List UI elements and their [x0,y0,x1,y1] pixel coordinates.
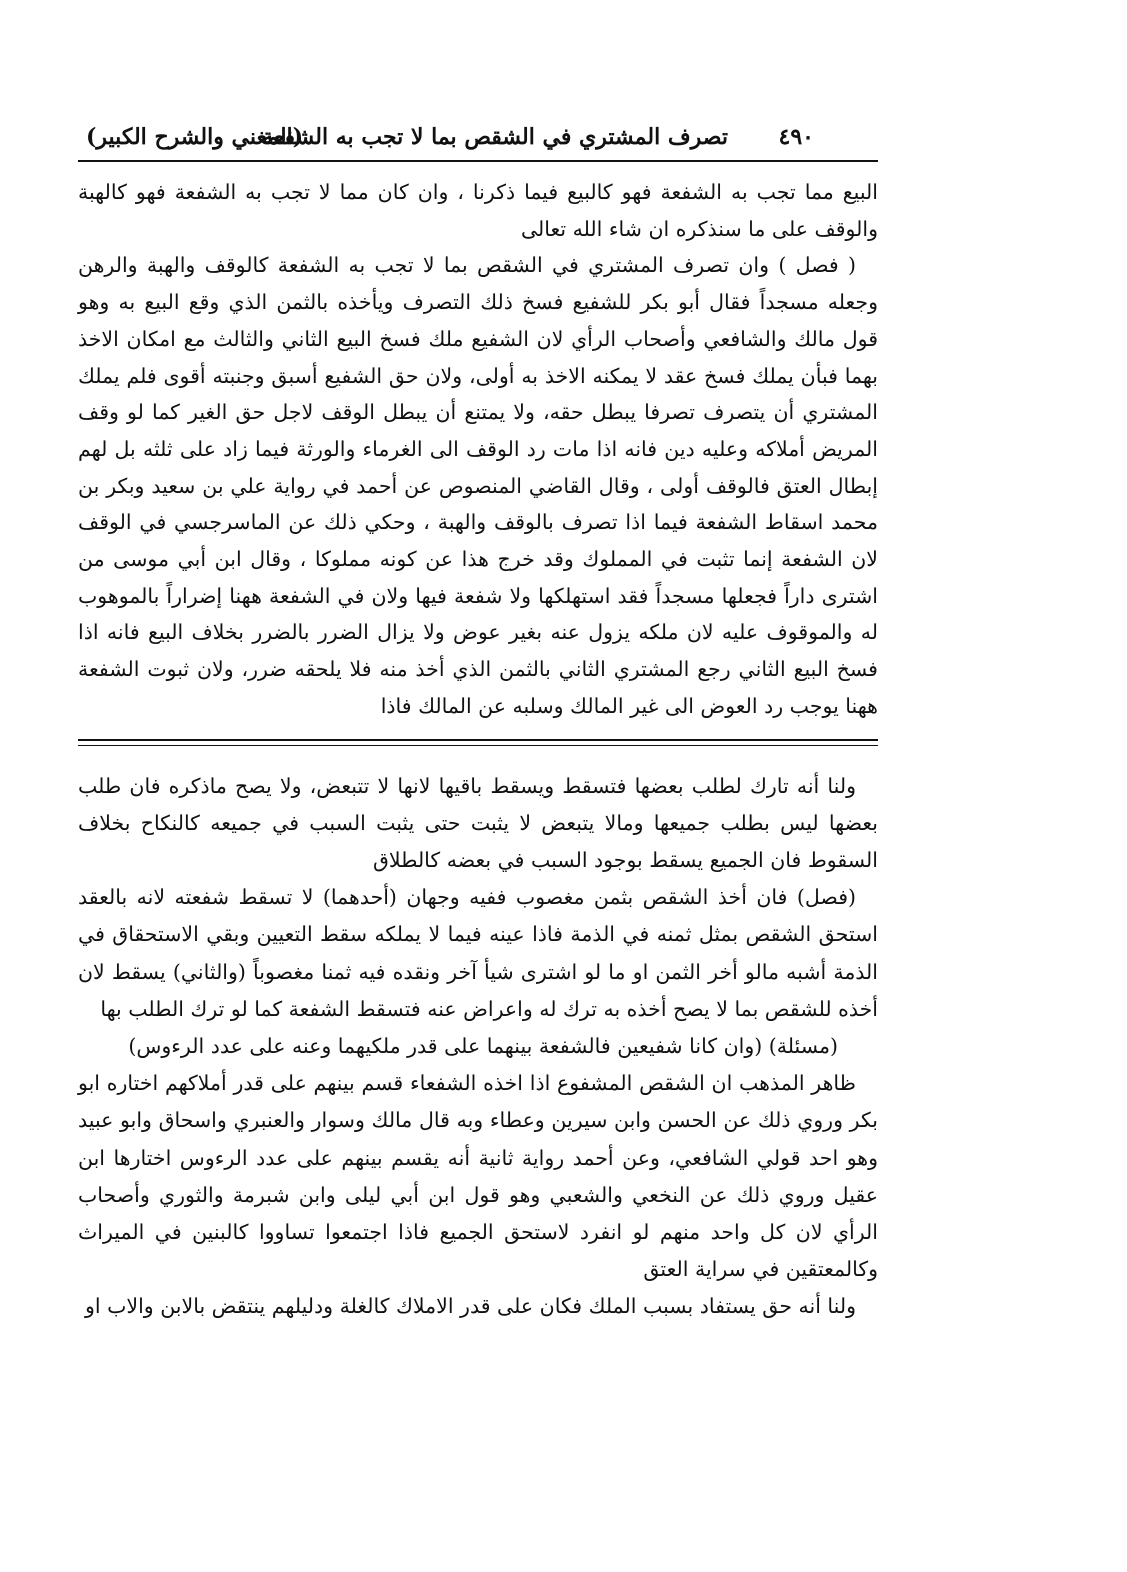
paragraph: ( فصل ) وان تصرف المشتري في الشقص بما لا تجب به الشفعة كالوقف والهبة والرهن وجعله مسجداً فقال أبو بكر للشفيع فسخ ذلك التصرف ويأخذه بالثمن الذي وقع البيع به وهو قول مالك والشافعي وأصحاب الرأي لان الشفيع ملك فسخ البيع الثاني والثالث مع امكان الاخذ بهما فبأن يملك فسخ عقد لا يمكنه الاخذ به أولى، ولان حق الشفيع أسبق وجنبته أقوى فلم يملك المشتري أن يتصرف تصرفا يبطل حقه، ولا يمتنع أن يبطل الوقف لاجل حق الغير كما لو وقف المريض أملاكه وعليه دين فانه اذا مات رد الوقف الى الغرماء والورثة فيما زاد على ثلثه بل لهم إبطال العتق فالوقف أولى ، وقال القاضي المنصوص عن أحمد في رواية علي بن سعيد وبكر بن محمد اسقاط الشفعة فيما اذا تصرف بالوقف والهبة ، وحكي ذلك عن الماسرجسي في الوقف لان الشفعة إنما تثبت في المملوك وقد خرج هذا عن كونه مملوكا ، وقال ابن أبي موسى من اشترى داراً فجعلها مسجداً فقد استهلكها ولا شفعة فيها ولان في الشفعة ههنا إضراراً بالموهوب له والموقوف عليه لان ملكه يزول عنه بغير عوض ولا يزال الضرر بالضرر بخلاف البيع فانه اذا فسخ البيع الثاني رجع المشتري الثاني بالثمن الذي أخذ منه فلا يلحقه ضرر، ولان ثبوت الشفعة ههنا يوجب رد العوض الى غير المالك وسلبه عن المالك فاذا [78,253,878,718]
page-header [78,118,878,162]
main-text [78,174,878,725]
paragraph: ظاهر المذهب ان الشقص المشفوع اذا اخذه الشفعاء قسم بينهم على قدر أملاكهم اختاره ابو بكر وروي ذلك عن الحسن وابن سيرين وعطاء وبه قال مالك وسوار والعنبري واسحاق وابو عبيد وهو احد قولي الشافعي، وعن أحمد رواية ثانية أنه يقسم بينهم على عدد الرءوس اختارها ابن عقيل وروي ذلك عن النخعي والشعبي وهو قول ابن أبي ليلى وابن شبرمة والثوري وأصحاب الرأي لان كل واحد منهم لو انفرد لاستحق الجميع فاذا اجتمعوا تساووا كالبنين في الميراث وكالمعتقين في سراية العتق [78,1071,878,1282]
paragraph: ولنا أنه حق يستفاد بسبب الملك فكان على قدر الاملاك كالغلة ودليلهم ينتقض بالابن والاب او [84,1294,856,1319]
paragraph: (فصل) فان أخذ الشقص بثمن مغصوب ففيه وجهان (أحدهما) لا تسقط شفعته لانه بالعقد استحق الشقص بمثل ثمنه في الذمة فاذا عينه فيما لا يملكه سقط التعيين وبقي الاستحقاق في الذمة أشبه مالو أخر الثمن او ما لو اشترى شيأ آخر ونقده فيه ثمنا مغصوباً (والثاني) يسقط لان أخذه للشقص بما لا يصح أخذه به ترك له واعراض عنه فتسقط الشفعة كما لو ترك الطلب بها [78,885,878,1021]
paragraph: ولنا أنه تارك لطلب بعضها فتسقط ويسقط باقيها لانها لا تتبعض، ولا يصح ماذكره فان طلب بعضها ليس بطلب جميعها ومالا يتبعض لا يثبت حتى يثبت السبب في جميعه كالنكاح بخلاف السقوط فان الجميع يسقط بوجود السبب في بعضه كالطلاق [78,773,878,872]
section-title: تصرف المشتري في الشقص بما لا تجب به الشفعة [262,124,728,150]
document-page [78,118,878,1518]
paragraph: البيع مما تجب به الشفعة فهو كالبيع فيما ذكرنا ، وان كان مما لا تجب به الشفعة فهو كالهبة والوقف على ما سنذكره ان شاء الله تعالى [78,180,878,241]
commentary-text [78,768,878,1326]
section-divider [78,739,878,746]
book-title: (المغني والشرح الكبير) [86,124,304,150]
page-number: ٤٩٠ [778,124,814,150]
masala-heading: (مسئلة) (وان كانا شفيعين فالشفعة بينهما على قدر ملكيهما وعنه على عدد الرءوس) [128,1033,838,1058]
